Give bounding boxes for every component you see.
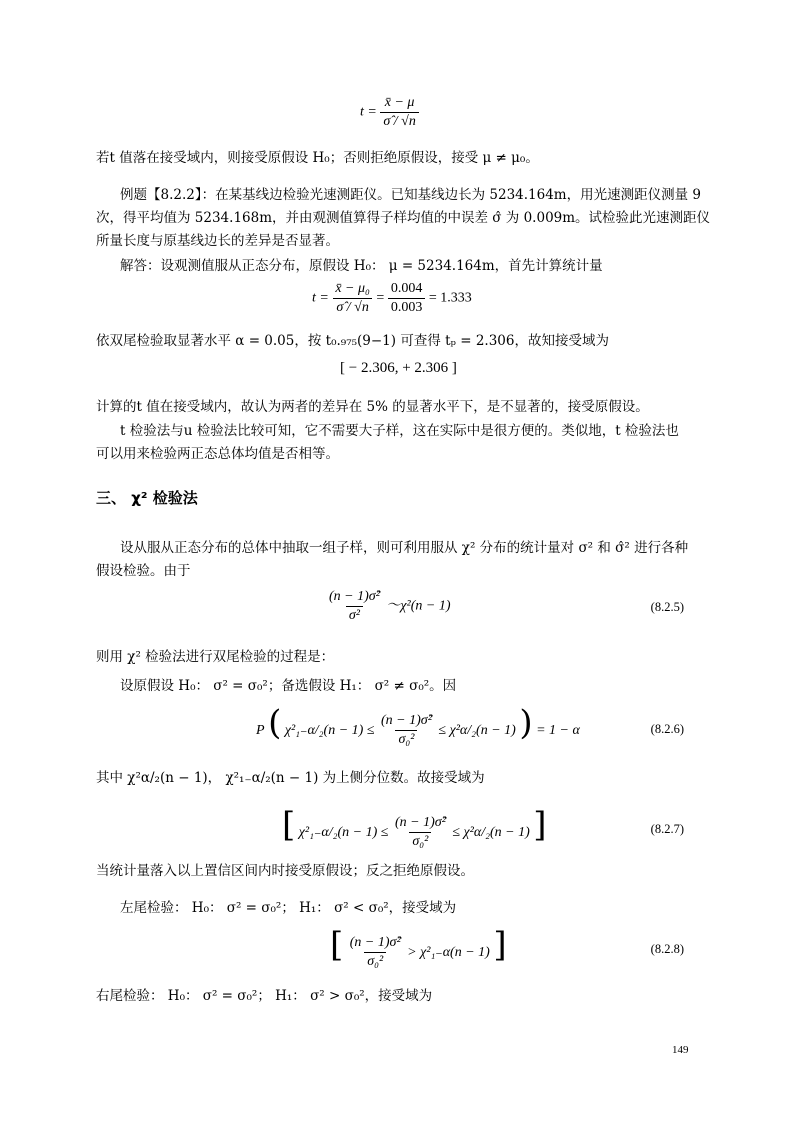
eq826-left-paren: ( — [268, 703, 282, 743]
eq826-right-bound: ≤ χ²α/₂(n − 1) — [438, 723, 516, 738]
solution-line-4: t 检验法与u 检验法比较可知，它不需要大子样，这在实际中是很方便的。类似地，t 检验法也 — [120, 423, 679, 439]
eq826-numerator: (n − 1)σ̂² — [381, 713, 432, 729]
eq827-fraction — [392, 814, 449, 851]
accept-rule-line: 若t 值落在接受域内，则接受原假设 H₀；否则拒绝原假设，接受 μ ≠ μ₀。 — [96, 150, 539, 166]
solution-formula-fraction — [332, 280, 373, 317]
eq826-left-bound: χ²₁₋α/₂(n − 1) ≤ — [284, 723, 375, 738]
equation-8-2-6 — [256, 703, 580, 749]
eq825-rhs: ～χ²(n − 1) — [386, 598, 451, 614]
eq828-fraction — [347, 934, 404, 971]
equation-number-8-2-5: (8.2.5) — [650, 600, 684, 614]
acceptance-interval: [ − 2.306, + 2.306 ] — [340, 360, 457, 376]
eq828-right-bracket: ] — [493, 925, 507, 965]
eq827-right-bound: ≤ χ²α/₂(n − 1) — [452, 825, 530, 840]
solution-formula — [312, 280, 472, 317]
formula-t-denominator: σ̂ / √n — [380, 112, 418, 131]
chi-line-1: 设从服从正态分布的总体中抽取一组子样，则可利用服从 χ² 分布的统计量对 σ² 和 σ̂² 进行各种 — [120, 540, 689, 556]
eq825-denominator: σ² — [346, 606, 363, 625]
chi-line-3: 则用 χ² 检验法进行双尾检验的过程是： — [96, 649, 335, 665]
eq828-right-bound: > χ²₁₋α(n − 1) — [407, 945, 490, 960]
eq826-probability: P — [256, 723, 265, 738]
eq827-left-bound: χ²₁₋α/₂(n − 1) ≤ — [298, 825, 389, 840]
eq826-right-paren: ) — [519, 703, 533, 743]
example-line-3: 所量长度与原基线边长的差异是否显著。 — [96, 233, 339, 249]
solution-line-3: 计算的t 值在接受域内，故认为两者的差异在 5% 的显著水平下，是不显著的，接受原假设。 — [96, 399, 649, 415]
formula-t — [360, 94, 419, 131]
eq828-left-bracket: [ — [330, 925, 344, 965]
eq827-denominator: σ₀² — [409, 832, 431, 851]
chi-line-7: 左尾检验： H₀： σ² = σ₀²； H₁： σ² < σ₀²，接受域为 — [120, 900, 457, 916]
chi-line-6: 当统计量落入以上置信区间内时接受原假设；反之拒绝原假设。 — [96, 863, 474, 879]
section-heading: 三、 χ² 检验法 — [96, 489, 198, 507]
solution-line-2: 依双尾检验取显著水平 α = 0.05，按 t₀.₉₇₅(9−1) 可查得 tₚ = 2.306，故知接受域为 — [96, 333, 609, 349]
eq826-denominator: σ₀² — [395, 730, 417, 749]
formula-t-numerator: x̄ − μ — [384, 95, 415, 110]
eq825-fraction — [326, 588, 383, 625]
solution-formula-value-numerator: 0.004 — [390, 281, 423, 296]
solution-line-5: 可以用来检验两正态总体均值是否相等。 — [96, 446, 339, 462]
eq825-numerator: (n − 1)σ̂² — [329, 589, 380, 604]
equation-number-8-2-8: (8.2.8) — [650, 942, 684, 956]
equation-8-2-8 — [330, 925, 507, 971]
equation-8-2-5 — [326, 588, 451, 625]
solution-formula-lhs: t = — [312, 290, 329, 306]
eq827-numerator: (n − 1)σ̂² — [394, 815, 446, 831]
equation-number-8-2-7: (8.2.7) — [650, 822, 684, 836]
solution-line-1: 解答：设观测值服从正态分布，原假设 H₀： μ = 5234.164m，首先计算统计量 — [120, 258, 603, 274]
eq826-rhs: = 1 − α — [536, 723, 580, 738]
solution-formula-denominator: σ̂ / √n — [333, 298, 371, 317]
solution-formula-value-denominator: 0.003 — [388, 298, 426, 317]
chi-line-4: 设原假设 H₀： σ² = σ₀²；备选假设 H₁： σ² ≠ σ₀²。因 — [120, 678, 457, 694]
eq826-fraction — [378, 712, 435, 749]
solution-formula-value-fraction — [388, 280, 426, 317]
eq828-denominator: σ₀² — [364, 952, 386, 971]
eq827-right-bracket: ] — [533, 805, 547, 845]
solution-formula-result: = 1.333 — [428, 290, 472, 306]
chi-line-8: 右尾检验： H₀： σ² = σ₀²； H₁： σ² > σ₀²，接受域为 — [96, 988, 433, 1004]
solution-formula-numerator: x̄ − μ₀ — [335, 281, 370, 296]
equation-number-8-2-6: (8.2.6) — [650, 722, 684, 736]
chi-line-2: 假设检验。由于 — [96, 563, 191, 579]
equation-8-2-7 — [282, 805, 547, 851]
example-line-1: 例题【8.2.2】：在某基线边检验光速测距仪。已知基线边长为 5234.164m，用光速测距仪测量 9 — [120, 187, 701, 203]
eq827-left-bracket: [ — [282, 805, 296, 845]
formula-t-fraction — [380, 94, 418, 131]
solution-formula-equals: = — [376, 290, 385, 306]
formula-t-lhs: t = — [360, 104, 377, 120]
example-line-2: 次，得平均值为 5234.168m，并由观测值算得子样均值的中误差 σ̂ 为 0.009m。试检验此光速测距仪 — [96, 210, 711, 226]
page-number: 149 — [672, 1044, 689, 1056]
chi-line-5: 其中 χ²α/₂(n − 1)， χ²₁₋α/₂(n − 1) 为上侧分位数。故接受域为 — [96, 770, 485, 786]
eq828-numerator: (n − 1)σ̂² — [349, 935, 401, 951]
